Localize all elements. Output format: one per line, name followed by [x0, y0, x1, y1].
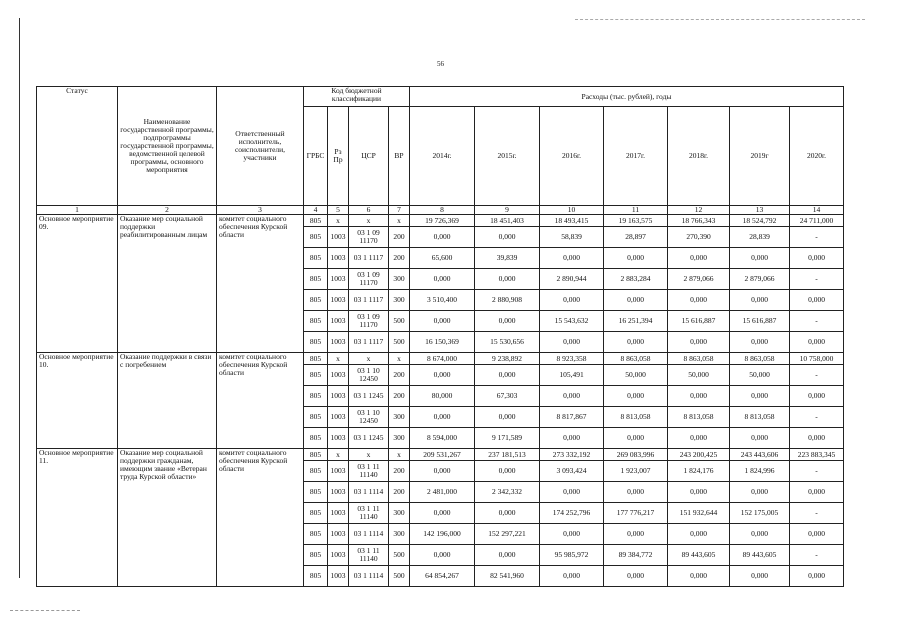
- expense-cell: 0,000: [475, 269, 540, 290]
- expense-cell: 0,000: [730, 428, 790, 449]
- expense-cell: -: [790, 227, 844, 248]
- expense-cell: 10 758,000: [790, 353, 844, 365]
- expense-cell: 0,000: [604, 248, 668, 269]
- expense-cell: 18 493,415: [540, 215, 604, 227]
- rzpr-cell: 1003: [328, 524, 349, 545]
- rzpr-cell: 1003: [328, 407, 349, 428]
- expense-cell: 19 163,575: [604, 215, 668, 227]
- expense-cell: 8 594,000: [410, 428, 475, 449]
- column-number: 5: [328, 206, 349, 215]
- expense-cell: 0,000: [790, 524, 844, 545]
- expense-cell: 0,000: [730, 290, 790, 311]
- activity-executor: комитет социального обеспечения Курской области: [217, 353, 304, 449]
- expense-cell: 0,000: [790, 290, 844, 311]
- grbs-cell: 805: [304, 215, 328, 227]
- csr-cell: 03 1 11 11140: [349, 503, 389, 524]
- column-number: 3: [217, 206, 304, 215]
- expense-cell: 0,000: [410, 407, 475, 428]
- expense-cell: 8 863,058: [730, 353, 790, 365]
- expense-cell: 8 674,000: [410, 353, 475, 365]
- expense-cell: 0,000: [475, 311, 540, 332]
- header-rzpr: Рз Пр: [328, 107, 349, 206]
- vr-cell: 300: [389, 503, 410, 524]
- expense-cell: 18 524,792: [730, 215, 790, 227]
- grbs-cell: 805: [304, 227, 328, 248]
- activity-executor: комитет социального обеспечения Курской области: [217, 449, 304, 587]
- activity-total-row: [37, 353, 844, 365]
- column-number: 4: [304, 206, 328, 215]
- expense-cell: 8 817,867: [540, 407, 604, 428]
- expense-cell: 0,000: [668, 290, 730, 311]
- vr-cell: 500: [389, 311, 410, 332]
- activity-name: Оказание мер социальной поддержки гражданам, имеющим звание «Ветеран труда Курской области»: [118, 449, 217, 587]
- expense-cell: 0,000: [410, 365, 475, 386]
- column-number: 12: [668, 206, 730, 215]
- expense-cell: 3 510,400: [410, 290, 475, 311]
- vr-cell: 500: [389, 566, 410, 587]
- expense-cell: 58,839: [540, 227, 604, 248]
- expense-cell: 0,000: [540, 524, 604, 545]
- rzpr-cell: 1003: [328, 461, 349, 482]
- grbs-cell: 805: [304, 311, 328, 332]
- expense-cell: 152 175,005: [730, 503, 790, 524]
- rzpr-cell: 1003: [328, 545, 349, 566]
- rzpr-cell: 1003: [328, 386, 349, 407]
- vr-cell: x: [389, 449, 410, 461]
- expense-cell: 16 150,369: [410, 332, 475, 353]
- bottom-scan-line: [10, 610, 80, 611]
- expense-cell: 0,000: [540, 386, 604, 407]
- expense-cell: 0,000: [604, 524, 668, 545]
- expense-cell: 0,000: [730, 566, 790, 587]
- header-year-2014: 2014г.: [410, 107, 475, 206]
- expense-cell: 0,000: [604, 332, 668, 353]
- grbs-cell: 805: [304, 407, 328, 428]
- expense-cell: 15 543,632: [540, 311, 604, 332]
- expense-cell: 0,000: [790, 332, 844, 353]
- vr-cell: 500: [389, 545, 410, 566]
- column-number: 2: [118, 206, 217, 215]
- expense-cell: 0,000: [410, 545, 475, 566]
- grbs-cell: 805: [304, 290, 328, 311]
- expense-cell: 0,000: [668, 386, 730, 407]
- expense-cell: 8 813,058: [668, 407, 730, 428]
- top-scan-line: [575, 19, 865, 21]
- expense-cell: 2 481,000: [410, 482, 475, 503]
- table-body: [37, 215, 844, 587]
- expense-cell: 8 863,058: [668, 353, 730, 365]
- rzpr-cell: 1003: [328, 365, 349, 386]
- expense-cell: 0,000: [730, 482, 790, 503]
- expense-cell: 15 616,887: [730, 311, 790, 332]
- expense-cell: 80,000: [410, 386, 475, 407]
- expense-cell: 2 880,908: [475, 290, 540, 311]
- grbs-cell: 805: [304, 269, 328, 290]
- expense-cell: 2 890,944: [540, 269, 604, 290]
- vr-cell: 200: [389, 461, 410, 482]
- expense-cell: 18 766,343: [668, 215, 730, 227]
- vr-cell: 200: [389, 482, 410, 503]
- csr-cell: 03 1 09 11170: [349, 311, 389, 332]
- vr-cell: 300: [389, 290, 410, 311]
- grbs-cell: 805: [304, 503, 328, 524]
- expense-cell: 65,600: [410, 248, 475, 269]
- rzpr-cell: 1003: [328, 566, 349, 587]
- expense-cell: 28,839: [730, 227, 790, 248]
- vr-cell: 200: [389, 365, 410, 386]
- header-year-2015: 2015г.: [475, 107, 540, 206]
- header-code-group: Код бюджетной классификации: [304, 87, 410, 107]
- vr-cell: 300: [389, 524, 410, 545]
- expense-cell: 0,000: [410, 269, 475, 290]
- grbs-cell: 805: [304, 248, 328, 269]
- expense-cell: 273 332,192: [540, 449, 604, 461]
- header-expenses-group: Расходы (тыс. рублей), годы: [410, 87, 844, 107]
- rzpr-cell: x: [328, 353, 349, 365]
- csr-cell: 03 1 10 12450: [349, 365, 389, 386]
- grbs-cell: 805: [304, 365, 328, 386]
- column-number: 6: [349, 206, 389, 215]
- expense-cell: -: [790, 365, 844, 386]
- grbs-cell: 805: [304, 524, 328, 545]
- csr-cell: 03 1 1114: [349, 524, 389, 545]
- expense-cell: 0,000: [540, 482, 604, 503]
- expense-cell: 24 711,000: [790, 215, 844, 227]
- header-executor: Ответственный исполнитель, соисполнители, участники: [217, 87, 304, 206]
- grbs-cell: 805: [304, 449, 328, 461]
- expense-cell: 9 171,589: [475, 428, 540, 449]
- activity-status: Основное мероприятие 10.: [37, 353, 118, 449]
- expense-cell: 174 252,796: [540, 503, 604, 524]
- expense-cell: 151 932,644: [668, 503, 730, 524]
- expense-cell: 0,000: [604, 428, 668, 449]
- expense-cell: 0,000: [790, 428, 844, 449]
- header-year-2018: 2018г.: [668, 107, 730, 206]
- expense-cell: 50,000: [668, 365, 730, 386]
- csr-cell: 03 1 1245: [349, 386, 389, 407]
- expense-cell: 16 251,394: [604, 311, 668, 332]
- expense-cell: 18 451,403: [475, 215, 540, 227]
- expense-cell: -: [790, 545, 844, 566]
- header-name: Наименование государственной программы, подпрограммы государственной программы, ведомственной целевой программы, основного мероприятия: [118, 87, 217, 206]
- expense-cell: 0,000: [668, 566, 730, 587]
- column-number: 1: [37, 206, 118, 215]
- csr-cell: 03 1 11 11140: [349, 545, 389, 566]
- expense-cell: 0,000: [475, 365, 540, 386]
- header-csr: ЦСР: [349, 107, 389, 206]
- expense-cell: 0,000: [410, 311, 475, 332]
- csr-cell: x: [349, 215, 389, 227]
- header-year-2020: 2020г.: [790, 107, 844, 206]
- rzpr-cell: x: [328, 215, 349, 227]
- expense-cell: 89 384,772: [604, 545, 668, 566]
- expense-cell: 0,000: [790, 386, 844, 407]
- expense-cell: 269 083,996: [604, 449, 668, 461]
- header-vr: ВР: [389, 107, 410, 206]
- expense-cell: 8 863,058: [604, 353, 668, 365]
- header-status: Статус: [37, 87, 118, 206]
- expense-cell: 0,000: [790, 482, 844, 503]
- expense-cell: 0,000: [540, 290, 604, 311]
- header-year-2019: 2019г: [730, 107, 790, 206]
- vr-cell: x: [389, 215, 410, 227]
- expense-cell: 0,000: [604, 290, 668, 311]
- expense-cell: 1 923,007: [604, 461, 668, 482]
- expense-cell: 0,000: [540, 332, 604, 353]
- expense-cell: 243 443,606: [730, 449, 790, 461]
- activity-name: Оказание мер социальной поддержки реабилитированным лицам: [118, 215, 217, 353]
- expense-cell: 0,000: [604, 482, 668, 503]
- vr-cell: 200: [389, 248, 410, 269]
- csr-cell: 03 1 10 12450: [349, 407, 389, 428]
- budget-table: [36, 86, 844, 587]
- expense-cell: 0,000: [475, 503, 540, 524]
- csr-cell: 03 1 1114: [349, 482, 389, 503]
- expense-cell: 270,390: [668, 227, 730, 248]
- grbs-cell: 805: [304, 482, 328, 503]
- grbs-cell: 805: [304, 566, 328, 587]
- rzpr-cell: 1003: [328, 503, 349, 524]
- expense-cell: 15 616,887: [668, 311, 730, 332]
- expense-cell: 2 879,066: [668, 269, 730, 290]
- csr-cell: 03 1 1117: [349, 248, 389, 269]
- csr-cell: 03 1 1117: [349, 290, 389, 311]
- vr-cell: 200: [389, 227, 410, 248]
- column-number: 7: [389, 206, 410, 215]
- expense-cell: 0,000: [540, 248, 604, 269]
- expense-cell: 2 879,066: [730, 269, 790, 290]
- expense-cell: -: [790, 503, 844, 524]
- expense-cell: 152 297,221: [475, 524, 540, 545]
- expense-cell: 2 883,284: [604, 269, 668, 290]
- left-margin-rule: [19, 18, 20, 578]
- expense-cell: 0,000: [604, 386, 668, 407]
- activity-total-row: [37, 215, 844, 227]
- csr-cell: x: [349, 353, 389, 365]
- vr-cell: x: [389, 353, 410, 365]
- expense-cell: 0,000: [410, 503, 475, 524]
- rzpr-cell: 1003: [328, 290, 349, 311]
- expense-cell: 0,000: [730, 248, 790, 269]
- grbs-cell: 805: [304, 353, 328, 365]
- vr-cell: 200: [389, 386, 410, 407]
- grbs-cell: 805: [304, 461, 328, 482]
- expense-cell: 0,000: [790, 566, 844, 587]
- vr-cell: 300: [389, 407, 410, 428]
- expense-cell: 28,897: [604, 227, 668, 248]
- expense-cell: -: [790, 269, 844, 290]
- expense-cell: 2 342,332: [475, 482, 540, 503]
- header-year-2017: 2017г.: [604, 107, 668, 206]
- activity-status: Основное мероприятие 09.: [37, 215, 118, 353]
- column-number: 9: [475, 206, 540, 215]
- header-year-2016: 2016г.: [540, 107, 604, 206]
- expense-cell: 15 530,656: [475, 332, 540, 353]
- expense-cell: 19 726,369: [410, 215, 475, 227]
- expense-cell: 0,000: [475, 545, 540, 566]
- expense-cell: 0,000: [475, 227, 540, 248]
- expense-cell: 89 443,605: [730, 545, 790, 566]
- expense-cell: 142 196,000: [410, 524, 475, 545]
- csr-cell: 03 1 09 11170: [349, 227, 389, 248]
- expense-cell: 0,000: [730, 524, 790, 545]
- expense-cell: 67,303: [475, 386, 540, 407]
- expense-cell: 0,000: [475, 407, 540, 428]
- csr-cell: 03 1 1117: [349, 332, 389, 353]
- expense-cell: 9 238,892: [475, 353, 540, 365]
- column-number: 13: [730, 206, 790, 215]
- expense-cell: 0,000: [410, 461, 475, 482]
- grbs-cell: 805: [304, 386, 328, 407]
- grbs-cell: 805: [304, 332, 328, 353]
- vr-cell: 500: [389, 332, 410, 353]
- column-number: 10: [540, 206, 604, 215]
- expense-cell: 0,000: [540, 428, 604, 449]
- expense-cell: 8 813,058: [604, 407, 668, 428]
- expense-cell: 64 854,267: [410, 566, 475, 587]
- activity-total-row: [37, 449, 844, 461]
- expense-cell: 1 824,996: [730, 461, 790, 482]
- grbs-cell: 805: [304, 545, 328, 566]
- page-number: 56: [437, 60, 444, 68]
- expense-cell: 0,000: [668, 332, 730, 353]
- expense-cell: 95 985,972: [540, 545, 604, 566]
- rzpr-cell: 1003: [328, 332, 349, 353]
- expense-cell: 0,000: [604, 566, 668, 587]
- vr-cell: 300: [389, 428, 410, 449]
- activity-executor: комитет социального обеспечения Курской области: [217, 215, 304, 353]
- expense-cell: 8 813,058: [730, 407, 790, 428]
- expense-cell: 50,000: [604, 365, 668, 386]
- expense-cell: 0,000: [668, 248, 730, 269]
- vr-cell: 300: [389, 269, 410, 290]
- rzpr-cell: 1003: [328, 428, 349, 449]
- rzpr-cell: 1003: [328, 227, 349, 248]
- expense-cell: 1 824,176: [668, 461, 730, 482]
- expense-cell: 237 181,513: [475, 449, 540, 461]
- expense-cell: 82 541,960: [475, 566, 540, 587]
- column-number: 14: [790, 206, 844, 215]
- expense-cell: -: [790, 461, 844, 482]
- expense-cell: 0,000: [668, 524, 730, 545]
- expense-cell: 0,000: [668, 428, 730, 449]
- activity-status: Основное мероприятие 11.: [37, 449, 118, 587]
- rzpr-cell: x: [328, 449, 349, 461]
- expense-cell: 3 093,424: [540, 461, 604, 482]
- column-number: 11: [604, 206, 668, 215]
- expense-cell: 209 531,267: [410, 449, 475, 461]
- expense-cell: 0,000: [475, 461, 540, 482]
- expense-cell: 105,491: [540, 365, 604, 386]
- expense-cell: 89 443,605: [668, 545, 730, 566]
- expense-cell: 8 923,358: [540, 353, 604, 365]
- csr-cell: 03 1 1114: [349, 566, 389, 587]
- rzpr-cell: 1003: [328, 482, 349, 503]
- expense-cell: 50,000: [730, 365, 790, 386]
- expense-cell: -: [790, 311, 844, 332]
- expense-cell: 0,000: [790, 248, 844, 269]
- csr-cell: 03 1 1245: [349, 428, 389, 449]
- column-number-row: [37, 206, 844, 215]
- expense-cell: -: [790, 407, 844, 428]
- column-number: 8: [410, 206, 475, 215]
- expense-cell: 223 883,345: [790, 449, 844, 461]
- csr-cell: x: [349, 449, 389, 461]
- expense-cell: 0,000: [730, 332, 790, 353]
- expense-cell: 0,000: [730, 386, 790, 407]
- header-grbs: ГРБС: [304, 107, 328, 206]
- expense-cell: 39,839: [475, 248, 540, 269]
- expense-cell: 0,000: [668, 482, 730, 503]
- grbs-cell: 805: [304, 428, 328, 449]
- rzpr-cell: 1003: [328, 311, 349, 332]
- expense-cell: 177 776,217: [604, 503, 668, 524]
- csr-cell: 03 1 11 11140: [349, 461, 389, 482]
- rzpr-cell: 1003: [328, 248, 349, 269]
- activity-name: Оказание поддержки в связи с погребением: [118, 353, 217, 449]
- expense-cell: 0,000: [540, 566, 604, 587]
- expense-cell: 0,000: [410, 227, 475, 248]
- rzpr-cell: 1003: [328, 269, 349, 290]
- csr-cell: 03 1 09 11170: [349, 269, 389, 290]
- expense-cell: 243 200,425: [668, 449, 730, 461]
